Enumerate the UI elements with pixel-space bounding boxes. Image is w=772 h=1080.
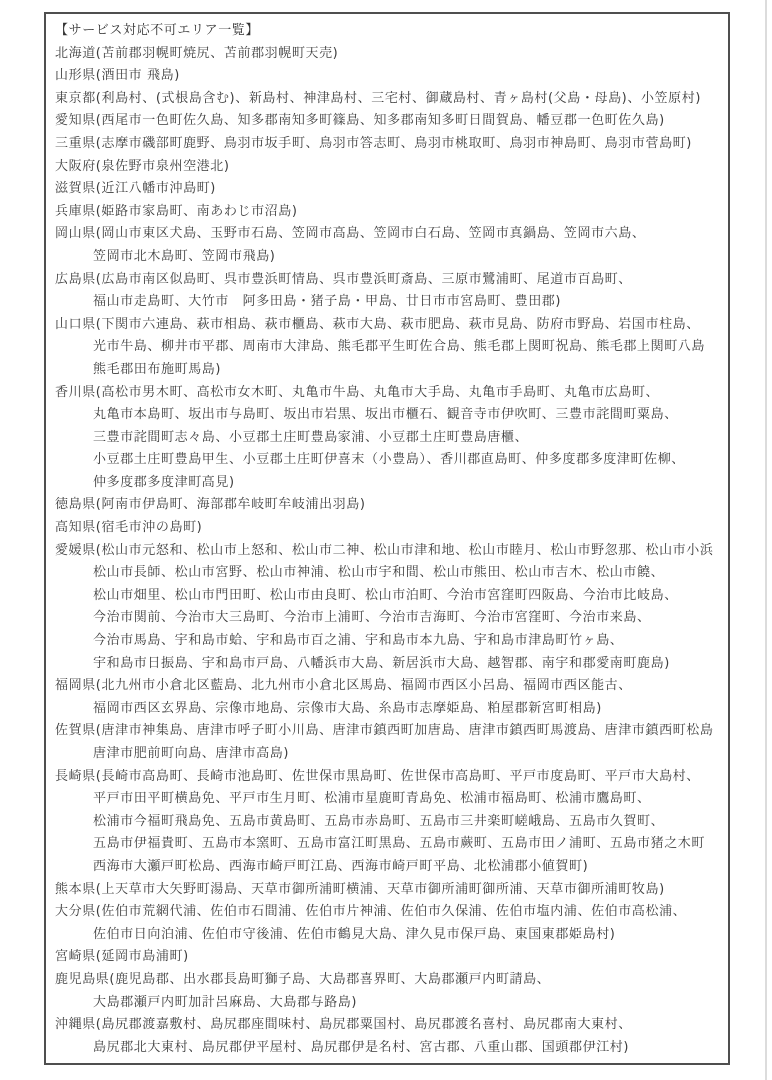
area-line: 徳島県(阿南市伊島町、海部郡牟岐町牟岐浦出羽島): [55, 497, 366, 513]
area-line: 熊本県(上天草市大矢野町湯島、天草市御所浦町横浦、天草市御所浦町御所浦、天草市御所浦町牧島): [55, 881, 665, 897]
area-line: 東京都(利島村、(式根島含む)、新島村、神津島村、三宅村、御蔵島村、青ヶ島村(父島・母島)、小笠原村): [55, 90, 702, 106]
area-line-continuation: 佐伯市日向泊浦、佐伯市守後浦、佐伯市鶴見大島、津久見市保戸島、東国東郡姫島村): [93, 926, 616, 942]
area-line-continuation: 西海市大瀬戸町松島、西海市崎戸町江島、西海市崎戸町平島、北松浦郡小値賀町): [93, 858, 589, 874]
area-line: 福岡県(北九州市小倉北区藍島、北九州市小倉北区馬島、福岡市西区小呂島、福岡市西区能古、: [55, 678, 632, 694]
area-line-continuation: 平戸市田平町横島免、平戸市生月町、松浦市星鹿町青島免、松浦市福島町、松浦市鷹島町、: [93, 791, 651, 807]
area-line-continuation: 福山市走島町、大竹市 阿多田島・猪子島・甲島、廿日市市宮島町、豊田郡): [93, 294, 562, 310]
area-line-continuation: 笠岡市北木島町、笠岡市飛島): [93, 248, 276, 264]
area-line: 滋賀県(近江八幡市沖島町): [55, 181, 216, 197]
area-line: 愛媛県(松山市元怒和、松山市上怒和、松山市二神、松山市津和地、松山市睦月、松山市野忽那、松山市小浜: [55, 542, 714, 558]
area-line: 愛知県(西尾市一色町佐久島、知多郡南知多町篠島、知多郡南知多町日間賀島、幡豆郡一色町佐久島): [55, 113, 665, 129]
page-edge-line: [765, 0, 767, 1080]
area-line: 山形県(酒田市 飛島): [55, 68, 180, 84]
area-lines: [55, 43, 724, 1060]
list-title: 【サービス対応不可エリア一覧】: [55, 23, 260, 38]
area-line-continuation: 島尻郡北大東村、島尻郡伊平屋村、島尻郡伊是名村、宮古郡、八重山郡、国頭郡伊江村): [93, 1039, 630, 1055]
service-unavailable-area-list: [44, 12, 730, 1065]
area-line: 高知県(宿毛市沖の島町): [55, 520, 203, 536]
area-line-continuation: 唐津市肥前町向島、唐津市高島): [93, 746, 290, 761]
area-line: 北海道(苫前郡羽幌町焼尻、苫前郡羽幌町天売): [55, 45, 339, 61]
area-line: 山口県(下関市六連島、萩市相島、萩市櫃島、萩市大島、萩市肥島、萩市見島、防府市野島、岩国市柱島、: [55, 316, 700, 332]
area-line-continuation: 松山市畑里、松山市門田町、松山市由良町、松山市泊町、今治市宮窪町四阪島、今治市比岐島、: [93, 587, 678, 603]
area-line-continuation: 今治市関前、今治市大三島町、今治市上浦町、今治市吉海町、今治市宮窪町、今治市来島、: [93, 610, 651, 626]
area-line: 兵庫県(姫路市家島町、南あわじ市沼島): [55, 203, 298, 219]
area-line: 広島県(広島市南区似島町、呉市豊浜町情島、呉市豊浜町斎島、三原市鷺浦町、尾道市百島町、: [55, 271, 632, 287]
area-line-continuation: 宇和島市日振島、宇和島市戸島、八幡浜市大島、新居浜市大島、越智郡、南宇和郡愛南町鹿島): [93, 655, 670, 671]
area-line: 三重県(志摩市磯部町鹿野、鳥羽市坂手町、鳥羽市答志町、鳥羽市桃取町、鳥羽市神島町、鳥羽市菅島町): [55, 135, 692, 151]
area-line: 沖縄県(島尻郡渡嘉敷村、島尻郡座間味村、島尻郡粟国村、島尻郡渡名喜村、島尻郡南大東村、: [55, 1017, 632, 1033]
area-line: 大阪府(泉佐野市泉州空港北): [55, 158, 230, 174]
area-line: 佐賀県(唐津市神集島、唐津市呼子町小川島、唐津市鎮西町加唐島、唐津市鎮西町馬渡島、唐津市鎮西町松島: [55, 723, 714, 739]
area-line: 大分県(佐伯市荒網代浦、佐伯市石間浦、佐伯市片神浦、佐伯市久保浦、佐伯市塩内浦、佐伯市高松浦、: [55, 904, 687, 920]
area-line-continuation: 丸亀市本島町、坂出市与島町、坂出市岩黒、坂出市櫃石、観音寺市伊吹町、三豊市詫間町粟島、: [93, 407, 678, 423]
area-line: 岡山県(岡山市東区犬島、玉野市石島、笠岡市高島、笠岡市白石島、笠岡市真鍋島、笠岡市六島、: [55, 226, 646, 242]
area-line-continuation: 熊毛郡田布施町馬島): [93, 361, 222, 377]
area-line-continuation: 五島市伊福貴町、五島市本窯町、五島市富江町黒島、五島市蕨町、五島市田ノ浦町、五島市猪之木町: [93, 836, 706, 852]
area-line-continuation: 小豆郡土庄町豊島甲生、小豆郡土庄町伊喜末（小豊島）、香川郡直島町、仲多度郡多度津町佐柳、: [93, 452, 685, 468]
area-line-continuation: 福岡市西区玄界島、宗像市地島、宗像市大島、糸島市志摩姫島、粕屋郡新宮町相島): [93, 700, 602, 716]
area-line-continuation: 仲多度郡多度津町高見): [93, 474, 235, 490]
area-line: 鹿児島県(鹿児島郡、出水郡長島町獅子島、大島郡喜界町、大島郡瀬戸内町請島、: [55, 971, 551, 987]
area-line: 長崎県(長崎市高島町、長崎市池島町、佐世保市黒島町、佐世保市高島町、平戸市度島町、平戸市大島村、: [55, 768, 700, 784]
area-line-continuation: 三豊市詫間町志々島、小豆郡土庄町豊島家浦、小豆郡土庄町豊島唐櫃、: [93, 429, 529, 445]
area-line-continuation: 光市牛島、柳井市平郡、周南市大津島、熊毛郡平生町佐合島、熊毛郡上関町祝島、熊毛郡上関町八島: [93, 339, 706, 355]
area-line: 香川県(高松市男木町、高松市女木町、丸亀市牛島、丸亀市大手島、丸亀市手島町、丸亀市広島町、: [55, 384, 660, 400]
area-line-continuation: 今治市馬島、宇和島市蛤、宇和島市百之浦、宇和島市本九島、宇和島市津島町竹ヶ島、: [93, 633, 624, 649]
area-line-continuation: 大島郡瀬戸内町加計呂麻島、大島郡与路島): [93, 994, 358, 1010]
area-line-continuation: 松山市長師、松山市宮野、松山市神浦、松山市宇和間、松山市熊田、松山市吉木、松山市饒、: [93, 565, 665, 581]
area-line: 宮崎県(延岡市島浦町): [55, 949, 189, 965]
area-line-continuation: 松浦市今福町飛島免、五島市黄島町、五島市赤島町、五島市三井楽町嵯峨島、五島市久賀町、: [93, 813, 665, 829]
